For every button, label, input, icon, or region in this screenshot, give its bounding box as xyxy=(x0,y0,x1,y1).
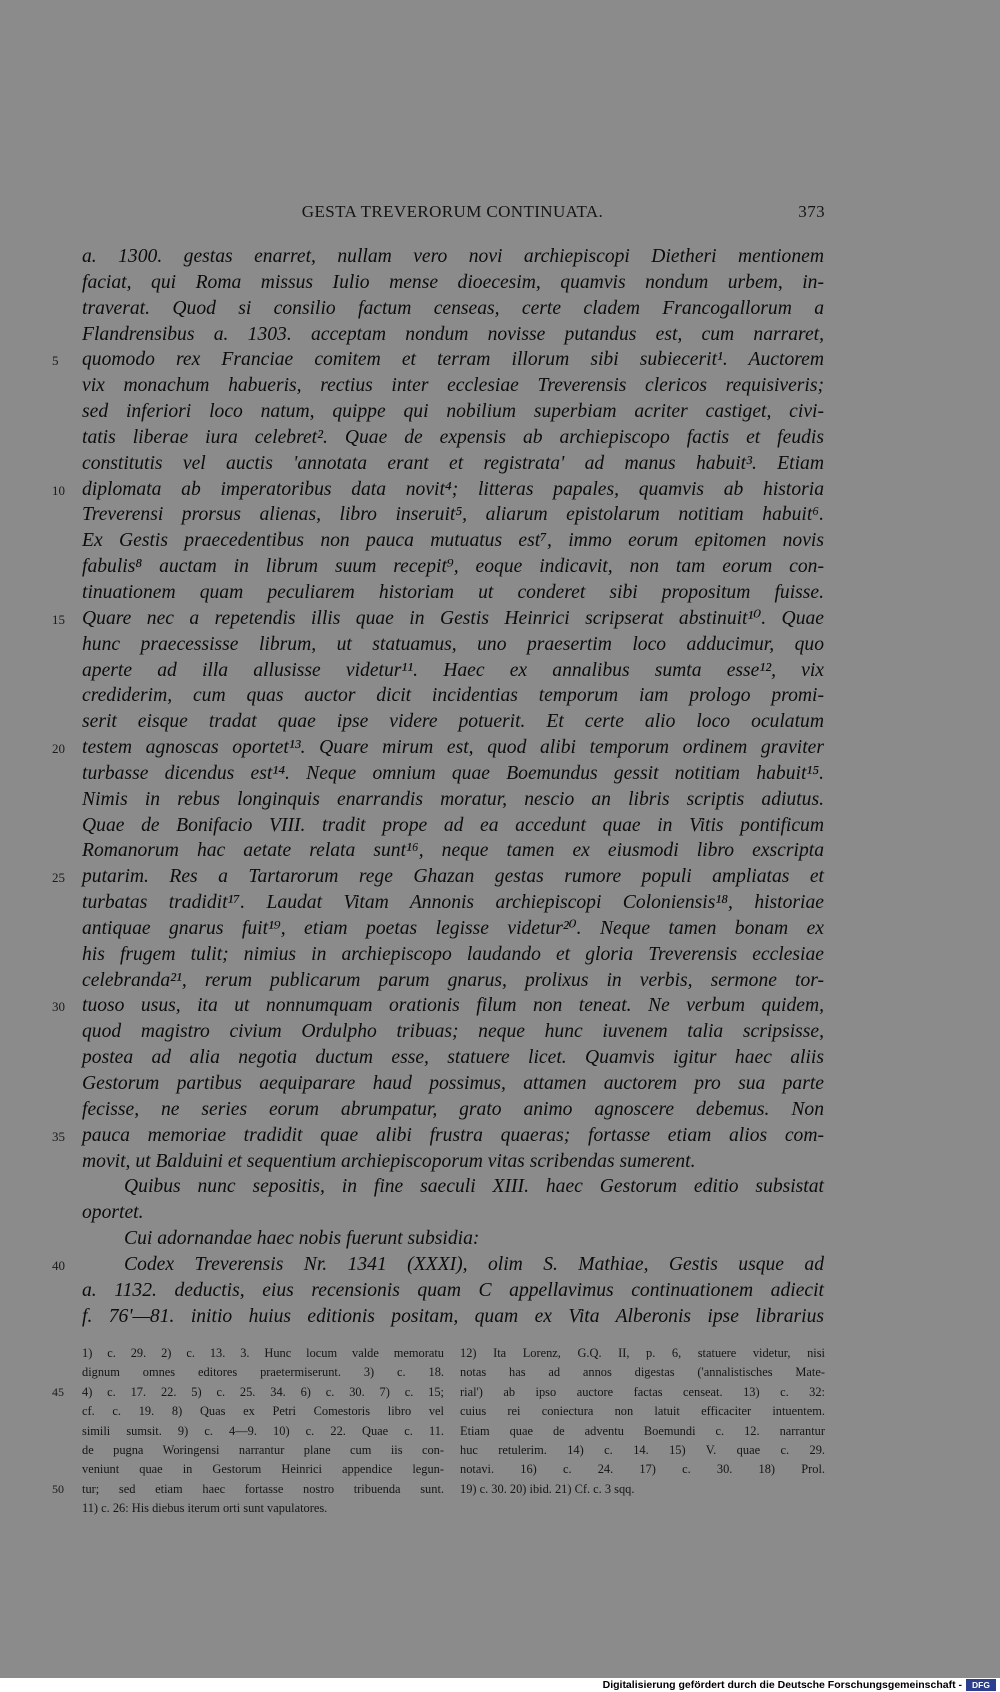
text-line xyxy=(82,528,824,554)
line-number: 45 xyxy=(52,1384,64,1399)
text-line xyxy=(52,606,824,632)
line-text: turbatas tradidit¹⁷. Laudat Vitam Annonis archiepiscopi Coloniensis¹⁸, historiae xyxy=(82,892,824,914)
line-text: constitutis vel auctis 'annotata erant et registrata' ad manus habuit³. Etiam xyxy=(82,452,824,474)
footnote-text: 12) Ita Lorenz, G.Q. II, p. 6, statuere videtur, nisi xyxy=(460,1346,825,1360)
text-line xyxy=(82,1097,824,1123)
line-text: tatis liberae iura celebret². Quae de expensis ab archiepiscopo factis et feudis xyxy=(82,426,824,448)
line-text: aperte ad illa allusisse videtur¹¹. Haec ex annalibus sumta esse¹², vix xyxy=(82,659,824,681)
line-text: Treverensi prorsus alienas, libro inseruit⁵, aliarum epistolarum notitiam habuit⁶. xyxy=(82,504,824,526)
text-line xyxy=(52,993,824,1019)
line-number: 35 xyxy=(52,1128,65,1144)
line-text: serit eisque tradat quae ipse videre potuerit. Et certe alio loco oculatum xyxy=(82,711,824,733)
text-line xyxy=(82,1174,824,1200)
line-text: turbasse dicendus est¹⁴. Neque omnium quae Boemundus gessit notitiam habuit¹⁵. xyxy=(82,762,824,784)
footnote-line xyxy=(460,1480,825,1499)
line-text: crediderim, cum quas auctor dicit incidentias temporum iam prologo promi- xyxy=(82,685,824,707)
line-text: a. 1300. gestas enarret, nullam vero novi archiepiscopi Dietheri mentionem xyxy=(82,246,824,267)
footnote-line xyxy=(460,1441,825,1460)
line-text: Ex Gestis praecedentibus non pauca mutuatus est⁷, immo eorum epitomen novis xyxy=(82,530,824,552)
text-line xyxy=(52,864,824,890)
text-line xyxy=(82,761,824,787)
text-line xyxy=(82,709,824,735)
text-line xyxy=(82,916,824,942)
line-text: traverat. Quod si consilio factum censeas, certe cladem Francogallorum a xyxy=(82,297,824,319)
text-line xyxy=(82,1200,824,1226)
line-text: Romanorum hac aetate relata sunt¹⁶, neque tamen ex eiusmodi libro exscripta xyxy=(82,840,824,862)
footnote-text: cf. c. 19. 8) Quas ex Petri Comestoris libro vel xyxy=(82,1404,444,1419)
footnote-text: cuius rei coniectura non latuit efficaciter intuentem. xyxy=(460,1404,825,1419)
footnote-text: rial') ab ipso auctore factas censeat. 13) c. 32: xyxy=(460,1384,825,1399)
line-text: tinuationem quam peculiarem historiam ut conderet sibi propositum fuisse. xyxy=(82,581,824,603)
line-text: hunc praecessisse librum, ut statuamus, uno praesertim loco adducimur, quo xyxy=(82,633,824,655)
line-text: Flandrensibus a. 1303. acceptam nondum novisse putandus est, cum narraret, xyxy=(82,323,824,345)
footnote-text: Etiam quae de adventu Boemundi c. 12. narrantur xyxy=(460,1423,825,1438)
line-number: 40 xyxy=(52,1257,65,1273)
footnote-text: notas has ad annos digestas ('annalistisches Mate- xyxy=(460,1365,825,1380)
line-text: his frugem tulit; nimius in archiepiscopo laudando et gloria Treverensis ecclesiae xyxy=(82,943,824,965)
text-line xyxy=(82,787,824,813)
footnote-text: 4) c. 17. 22. 5) c. 25. 34. 6) c. 30. 7) c. 15; xyxy=(82,1384,444,1399)
text-line xyxy=(52,735,824,761)
text-line xyxy=(82,1304,824,1330)
footnote-line xyxy=(52,1383,444,1402)
text-line xyxy=(82,838,824,864)
footnote-line xyxy=(82,1499,444,1518)
text-line xyxy=(82,1226,824,1252)
line-text: postea ad alia negotia ductum esse, statuere licet. Quamvis igitur haec aliis xyxy=(82,1047,824,1069)
text-line xyxy=(82,632,824,658)
text-line xyxy=(82,942,824,968)
footnote-text: veniunt quae in Gestorum Heinrici appendice legun- xyxy=(82,1462,444,1477)
line-number: 15 xyxy=(52,611,65,627)
running-title: GESTA TREVERORUM CONTINUATA. xyxy=(301,202,604,221)
text-line xyxy=(82,1071,824,1097)
footnote-line xyxy=(82,1402,444,1421)
text-line xyxy=(82,322,824,348)
line-text: pauca memoriae tradidit quae alibi frustra quaeras; fortasse etiam alios com- xyxy=(82,1124,824,1146)
line-number: 25 xyxy=(52,870,65,886)
footnote-line xyxy=(82,1422,444,1441)
line-text: Codex Treverensis Nr. 1341 (XXXI), olim S. Mathiae, Gestis usque ad xyxy=(124,1253,824,1275)
text-line xyxy=(52,477,824,503)
footnote-text: notavi. 16) c. 24. 17) c. 30. 18) Prol. xyxy=(460,1462,825,1477)
text-line xyxy=(82,296,824,322)
text-line xyxy=(82,968,824,994)
footnote-text: 11) c. 26: His diebus iterum orti sunt vapulatores. xyxy=(82,1501,328,1516)
funding-credit: Digitalisierung gefördert durch die Deutsche Forschungsgemeinschaft - xyxy=(602,1679,962,1691)
line-text: Nimis in rebus longinquis enarrandis moratur, nescio an libris scriptis adiutus. xyxy=(82,788,824,810)
footnote-line xyxy=(460,1344,825,1363)
text-line xyxy=(82,813,824,839)
text-line xyxy=(82,1149,824,1175)
line-text: quod magistro civium Ordulpho tribuas; neque hunc iuvenem talia scripsisse, xyxy=(82,1021,824,1043)
page-header xyxy=(80,202,825,226)
footnote-text: de pugna Woringensi narrantur plane cum iis con- xyxy=(82,1442,444,1457)
text-line xyxy=(82,270,824,296)
text-line xyxy=(52,1123,824,1149)
text-line xyxy=(82,373,824,399)
line-text: oportet. xyxy=(82,1202,144,1224)
text-line xyxy=(82,890,824,916)
footnote-text: 1) c. 29. 2) c. 13. 3. Hunc locum valde memoratu xyxy=(82,1346,444,1360)
line-number: 10 xyxy=(52,482,65,498)
footnote-text: tur; sed etiam haec fortasse nostro tribuenda sunt. xyxy=(82,1481,444,1496)
footnote-line xyxy=(460,1460,825,1479)
footnote-line xyxy=(460,1422,825,1441)
line-text: sed inferiori loco natum, quippe qui nobilium superbiam acriter castiget, civi- xyxy=(82,401,824,423)
line-text: fecisse, ne series eorum abrumpatur, grato animo agnoscere debemus. Non xyxy=(82,1098,824,1120)
line-text: Gestorum partibus aequiparare haud possimus, attamen auctorem pro sua parte xyxy=(82,1073,824,1094)
footnote-line xyxy=(82,1344,444,1363)
footer-bar xyxy=(0,1678,1000,1692)
line-text: Quibus nunc sepositis, in fine saeculi XIII. haec Gestorum editio subsistat xyxy=(124,1176,824,1198)
footnote-text: dignum omnes editores praetermiserunt. 3) c. 18. xyxy=(82,1365,444,1380)
text-line xyxy=(82,1278,824,1304)
text-line xyxy=(82,502,824,528)
line-text: Quare nec a repetendis illis quae in Gestis Heinrici scripserat abstinuit¹⁰. Quae xyxy=(82,607,824,629)
footnotes-left-column xyxy=(52,1344,444,1519)
text-line xyxy=(82,683,824,709)
line-text: tuoso usus, ita ut nonnumquam orationis filum non teneat. Ne verbum quidem, xyxy=(82,995,824,1017)
page-number: 373 xyxy=(798,202,825,221)
line-text: fabulis⁸ auctam in librum suum recepit⁹, eoque indicavit, non tam eorum con- xyxy=(82,556,824,578)
line-text: faciat, qui Roma missus Iulio mense dioecesim, quamvis nondum urbem, in- xyxy=(82,271,824,293)
line-text: putarim. Res a Tartarorum rege Ghazan gestas rumore populi ampliatas et xyxy=(82,866,824,888)
line-number: 30 xyxy=(52,999,65,1015)
footnote-text: simili sumsit. 9) c. 4—9. 10) c. 22. Quae c. 11. xyxy=(82,1423,444,1438)
line-text: antiquae gnarus fuit¹⁹, etiam poetas legisse videtur²⁰. Neque tamen bonam ex xyxy=(82,917,824,939)
line-text: a. 1132. deductis, eius recensionis quam C appellavimus continuationem adiecit xyxy=(82,1279,824,1301)
footnote-line xyxy=(82,1441,444,1460)
text-line xyxy=(82,1045,824,1071)
text-line xyxy=(52,1252,824,1278)
footnotes xyxy=(52,1344,825,1524)
footnote-line xyxy=(460,1383,825,1402)
text-line xyxy=(82,554,824,580)
main-text xyxy=(52,244,824,1329)
line-text: diplomata ab imperatoribus data novit⁴; litteras papales, quamvis ab historia xyxy=(82,478,824,500)
line-text: testem agnoscas oportet¹³. Quare mirum est, quod alibi temporum ordinem graviter xyxy=(82,737,824,759)
line-text: Cui adornandae haec nobis fuerunt subsidia: xyxy=(124,1228,480,1250)
footnote-text: 19) c. 30. 20) ibid. 21) Cf. c. 3 sqq. xyxy=(460,1481,635,1496)
text-line xyxy=(82,1019,824,1045)
line-text: quomodo rex Franciae comitem et terram illorum sibi subiecerit¹. Auctorem xyxy=(82,349,824,371)
line-text: Quae de Bonifacio VIII. tradit prope ad ea accedunt quae in Vitis pontificum xyxy=(82,814,824,836)
line-text: vix monachum habueris, rectius inter ecclesiae Treverensis clericos requisiveris; xyxy=(82,375,824,397)
text-line xyxy=(82,658,824,684)
footnote-line xyxy=(82,1363,444,1382)
line-text: movit, ut Balduini et sequentium archiepiscoporum vitas scribendas sumerent. xyxy=(82,1150,696,1172)
footnotes-right-column xyxy=(460,1344,825,1499)
text-line xyxy=(82,244,824,270)
text-line xyxy=(52,347,824,373)
footnote-line xyxy=(52,1480,444,1499)
footnote-line xyxy=(460,1363,825,1382)
text-line xyxy=(82,580,824,606)
dfg-logo-icon: DFG xyxy=(966,1679,996,1691)
text-line xyxy=(82,425,824,451)
text-line xyxy=(82,451,824,477)
line-number: 20 xyxy=(52,741,65,757)
footnote-text: huc retulerim. 14) c. 14. 15) V. quae c. 29. xyxy=(460,1442,825,1457)
line-number: 50 xyxy=(52,1481,64,1496)
line-number: 5 xyxy=(52,353,59,369)
text-line xyxy=(82,399,824,425)
footnote-line xyxy=(82,1460,444,1479)
footnote-line xyxy=(460,1402,825,1421)
line-text: celebranda²¹, rerum publicarum parum gnarus, prolixus in verbis, sermone tor- xyxy=(82,969,824,991)
line-text: f. 76'—81. initio huius editionis positam, quam ex Vita Alberonis ipse librarius xyxy=(82,1305,824,1327)
